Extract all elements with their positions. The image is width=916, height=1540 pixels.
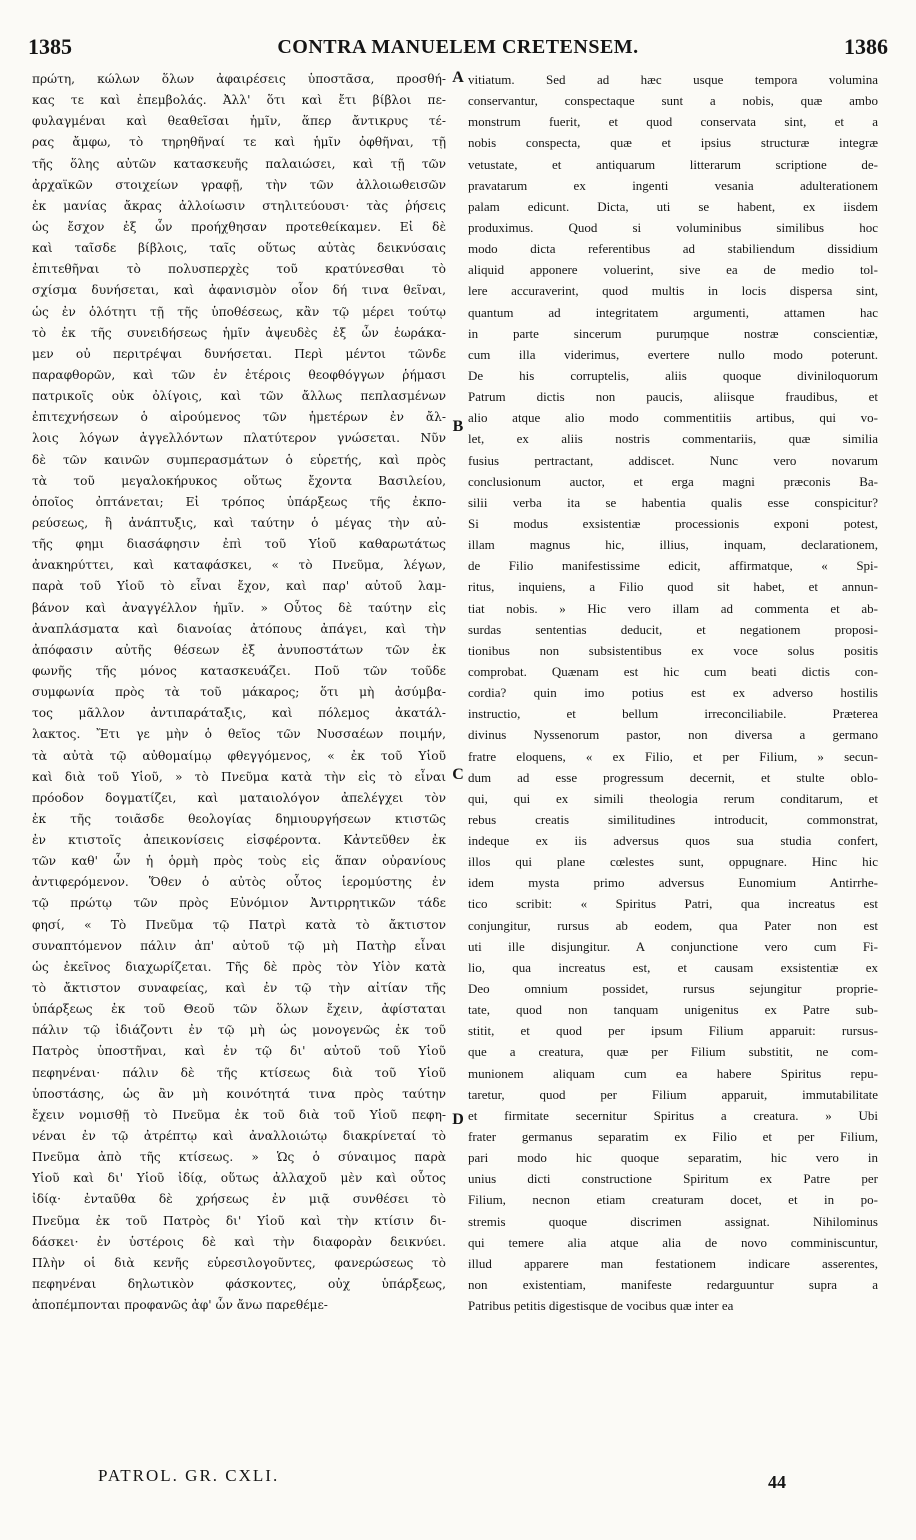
running-header [28,34,888,66]
latin-text-line: illos qui plane cœlestes sunt, oppugnare. Hinc hic [468,854,878,870]
latin-text-line: lio, qua increatus est, et causam exsistentiæ ex [468,959,878,975]
greek-text-line: ἰδίᾳ· ἐνταῦθα δὲ χρήσεως ἐν μιᾷ συνθέσει τὸ [32,1192,446,1207]
greek-text-line: ἔχειν νομισθῇ τὸ Πνεῦμα ἐκ τοῦ διὰ τοῦ Υἱοῦ πεφη- [32,1107,446,1122]
latin-text-column [468,69,878,1454]
greek-text-line: Πνεῦμα ἀπὸ τῆς κτίσεως. » Ὡς ὁ σύναιμος παρὰ [32,1150,446,1165]
latin-text-line: De his corruptelis, aliis quoque diviniloquorum [468,367,878,383]
greek-text-line: πάλιν τῷ ἰδιάζοντι ἐν τῷ μὴ ὡς μονογενῶς ἐκ τοῦ [32,1023,446,1038]
greek-text-line: Υἱοῦ καὶ δι' Υἱοῦ ἰδίᾳ, οὕτως ἀλλαχοῦ μὲν καὶ οὗτος [32,1171,446,1186]
latin-text-line: instructio, et bellum irreconciliabile. Præterea [468,706,878,722]
greek-text-line: ρας ἄμφω, τὸ τηρηθῆναί τε καὶ ἡμῖν ὀφθῆναι, τῇ [32,135,446,150]
greek-text-line: ἐκ μανίας ἄκρας ἀλλοίωσιν στηλιτεύουσι· τὰς ῥήσεις [32,198,446,213]
greek-text-line: τῶν καθ' ὧν ἡ ὁρμὴ πρὸς τοὺς εἰς ἅπαν οὐρανίους [32,854,446,869]
latin-text-line: tionibus non subsistentibus ex voce solus positis [468,642,878,658]
greek-text-line: πεφηνέναι δηλωτικὸν φάσκοντες, οὐχ ὑπάρξεως, [32,1277,446,1292]
greek-text-line: ἀποπέμπονται προφανῶς ἀφ' ὧν ἄνω παρεθέμε- [32,1298,328,1313]
latin-text-line: lere accuraverint, quod multis in locis dispersa sint, [468,283,878,299]
latin-text-line: quantum ad integritatem argumenti, attamen hac [468,304,878,320]
greek-text-line: φυλαγμέναι καὶ θεαθεῖσαι ἡμῖν, ἅπερ ἄντικρυς τέ- [32,114,446,129]
latin-text-line: que a creatura, quæ per Filium substitit, ne com- [468,1044,878,1060]
latin-text-line: cordia? quin imo potius est ex adverso hostilis [468,685,878,701]
latin-text-line: frater germanus separatim ex Filio et per Filium, [468,1129,878,1145]
greek-text-line: φωνῆς τῆς μόνος κατασκευάζει. Ποῦ τῶν τοῦδε [32,663,446,678]
greek-text-line: ὡς ἐκεῖνος διαχωρίζεται. Τῆς δὲ πρὸς τὸν Υἱὸν κατὰ [32,959,446,974]
greek-text-line: ἀντιφερόμενον. Ὅθεν ὁ αὐτὸς οὗτος ἱερομύστης ἐν [32,875,446,890]
page-number-right: 1386 [844,34,888,59]
greek-text-line: ἀνακηρύττει, καὶ καταφάσκει, « τὸ Πνεῦμα, λέγων, [32,558,446,573]
latin-text-line: illam magnus hic, illius, inquam, declarationem, [468,537,878,553]
greek-text-line: καὶ διὰ τοῦ Υἱοῦ, » τὸ Πνεῦμα κατὰ τὴν εἰς τὸ εἶναι [32,769,446,784]
latin-text-line: monstrum fuerit, et quod conservata sint, et a [468,114,878,130]
greek-text-line: παραφθορῶν, καὶ τῶν ἐν ἑτέροις θεοφθόγγων ῥήμασι [32,367,446,382]
latin-text-line: idem mysta primo adversus Eunomium Antirrhe- [468,875,878,891]
latin-text-line: palam edicunt. Dicta, uti se habent, ex iisdem [468,198,878,214]
latin-text-line: let, ex aliis nostris commentariis, quæ similia [468,431,878,447]
latin-text-line: surdas sententias deducit, et negationem proposi- [468,621,878,637]
latin-text-line: et firmitate secernitur Spiritus a creatura. » Ubi [468,1107,878,1123]
greek-text-line: δάσκει· ἐν ὑστέροις δὲ καὶ τὴν διαφορὰν δεικνύει. [32,1234,446,1249]
greek-text-line: τῆς φημι διασάφησιν ἐπὶ τοῦ Υἱοῦ καθαρωτάτως [32,537,446,552]
section-marker-a: A [452,69,464,86]
greek-text-line: ἐπιτεχνήσεων ὁ αἱρούμενος τῶν ἡμετέρων ἐν ἄλ- [32,410,446,425]
greek-text-line: ἐπιτεθῆναι τὸ πολυσπερχὲς τοῦ κρατύνεσθαι τὸ [32,262,446,277]
latin-text-line: unius dicti constructione Spiritum ex Patre per [468,1171,878,1187]
greek-text-line: ὑπάρξεως ἐκ τοῦ Θεοῦ τῶν ὅλων ἔχειν, ἀφίσταται [32,1002,446,1017]
latin-text-line: Si modus exsistentiæ processionis exponi potest, [468,515,878,531]
greek-text-line: πρώτη, κώλων ὅλων ἀφαιρέσεις ὑποστᾶσα, προσθή- [32,72,446,86]
latin-text-line: pari modo hic quoque separatim, hic vero in [468,1150,878,1166]
latin-text-line: Filium, necnon etiam creaturam docet, et in po- [468,1192,878,1208]
latin-text-line: fusius pertractant, addiscet. Nunc vero novarum [468,452,878,468]
latin-text-line: tate, quod non tanquam unigenitus ex Patre sub- [468,1002,878,1018]
greek-text-line: τὸ ἄκτιστον συναφείας, καὶ ἐν τῷ τὴν αἰτίαν τῆς [32,981,446,996]
greek-text-line: νέναι ἐν τῷ ἀτρέπτῳ καὶ ἀναλλοιώτῳ διακρίνεταί τὸ [32,1129,446,1144]
latin-text-line: Patrum dictis non paucis, aliisque fraudibus, et [468,389,878,405]
latin-text-line: produximus. Quod si voluminibus similibus hoc [468,219,878,235]
greek-text-line: τὰ αὐτὰ τῷ αὐθομαίμῳ φθεγγόμενος, « ἐκ τοῦ Υἱοῦ [32,748,446,763]
footer-volume-signature: PATROL. GR. CXLI. [98,1466,280,1485]
greek-text-line: παρὰ τοῦ Υἱοῦ τὸ εἶναι ἔχον, καὶ παρ' αὐτοῦ λαμ- [32,579,446,594]
greek-text-line: σχίσμα δυνήσεται, καὶ ἀφανισμὸν οἷον δή τινα θεῖναι, [32,283,446,298]
latin-text-line: indeque ex iis adversus quos sua studia confert, [468,833,878,849]
greek-text-line: καὶ ταῖσδε βίβλοις, ταῖς οὕτως αὐτὰς δεικνύσαις [32,241,446,256]
greek-text-line: ρεύσεως, ἢ ἀνάπτυξις, καὶ ταύτην ὁ μέγας τὴν αὐ- [32,515,446,530]
greek-text-line: λοις λόγων ἀγγελλόντων πλατύτερον γνώσεται. Νῦν [32,431,446,446]
latin-text-line: stremis quoque discrimen assignat. Nihilominus [468,1213,878,1229]
greek-text-line: συμφωνία πρὸς τὰ τοῦ μάκαρος; ὅτι μὴ ἀσύμβα- [32,685,446,700]
greek-text-line: συναπτόμενον πάλιν ἀπ' αὐτοῦ τῷ μὴ Πατὴρ εἶναι [32,938,446,953]
greek-text-line: τος μᾶλλον ἀντιπαράταξις, καὶ πόλεμος ἀκατάλ- [32,706,446,721]
latin-text-line: qui temere alia atque alia de novo comminiscuntur, [468,1234,878,1250]
greek-text-line: ἀναπλάσματα καὶ διανοίας ἀτόπους ἀπάγει, καὶ τὴν [32,621,446,636]
greek-text-line: πεφηνέναι· πάλιν δὲ τῆς κτίσεως διὰ τοῦ Υἱοῦ [32,1065,446,1080]
greek-text-line: τὸ ἐκ τῆς συνειδήσεως ἡμῖν ἀψευδὲς ἐξ ὧν ἑωράκα- [32,325,446,340]
section-marker-c: C [452,766,464,783]
greek-text-line: βάνον καὶ ἀναγγέλλον ἡμῖν. » Οὗτος δὲ ταύτην εἰς [32,600,446,615]
latin-text-line: taretur, quod per Filium apparuit, immutabilitate [468,1086,878,1102]
latin-text-line: nobis conspecta, quæ et ipsius structuræ integræ [468,135,878,151]
latin-text-line: aliquid apponere voluerint, sive ea de medio tol- [468,262,878,278]
greek-text-line: ἐκ τῆς τοιᾶσδε θεολογίας δημιουργήσεων κτιστῶς [32,811,446,826]
greek-text-line: ὡς ἔσχον ἐξ ὧν προήχθησαν προτεθείκαμεν. Εἰ δὲ [32,219,446,234]
greek-text-line: μεν οὐ περιτρέψαι δυνήσεται. Περὶ μέντοι τῶνδε [32,346,446,361]
latin-text-line: in parte sincerum puruṃque nostræ conscientiæ, [468,325,878,341]
greek-text-line: ὡς ἐν ὁλότητι τῇ τῆς ὑποθέσεως, κἂν τῷ μέρει τούτῳ [32,304,446,319]
latin-text-line: conclusionum auctor, et erga magni præconis Ba- [468,473,878,489]
latin-text-line: non existentiam, manifeste redarguuntur supra a [468,1277,878,1293]
latin-text-line: munionem aliquam cum ea habere Spiritus repu- [468,1065,878,1081]
greek-text-line: πρόοδον δογματίζει, καὶ ματαιολόγον ἀπελέγχει τὸν [32,790,446,805]
greek-text-line: τῷ πρώτῳ τῶν πρὸς Εὐνόμιον Ἀντιρρητικῶν τάδε [32,896,446,911]
greek-text-line: φησί, « Τὸ Πνεῦμα τῷ Πατρὶ κατὰ τὸ ἄκτιστον [32,917,446,932]
latin-text-line: tico scribit: « Spiritus Patri, qua increatus est [468,896,878,912]
greek-text-line: ὑποστάσης, ὡς ἂν μὴ κοινότητά τινα πρὸς ταύτην [32,1086,446,1101]
running-title: CONTRA MANUELEM CRETENSEM. [277,36,639,58]
latin-text-line: tiat nobis. » Hic vero illam ad commenta et ab- [468,600,878,616]
section-marker-d: D [452,1111,464,1128]
greek-text-line: Πνεῦμα ἐκ τοῦ Πατρὸς δι' Υἱοῦ καὶ τὴν κτίσιν δι- [32,1213,446,1228]
greek-text-line: ἀπόφασιν αὐτῆς θέσεων ἐξ ἀνυποστάτων τῶν ἐκ [32,642,446,657]
latin-text-line: cum illa viderimus, evertere nullo modo poterunt. [468,346,878,362]
latin-text-line: ritus, inquiens, a Filio quod sit habet, et annun- [468,579,878,595]
greek-text-line: πατρικοῖς οὐκ ὀλίγοις, καὶ τῶν ἄλλως πεπλασμένων [32,389,446,404]
greek-text-line: ἐν κτιστοῖς ἀπεικονίσεις εἰσφέροντα. Κἀντεῦθεν ἐκ [32,833,446,848]
latin-text-line: conjungitur, rursus ab eodem, qua Pater non est [468,917,878,933]
greek-text-line: ὁποῖος ὀπτάνεται; Εἰ τρόπος ὑπάρξεως τῆς ἐκπο- [32,494,446,509]
latin-text-line: fratre eloquens, « ex Filio, et per Filium, » secun- [468,748,878,764]
greek-text-line: κας τε καὶ ἐπεμβολάς. Ἀλλ' ὅτι καὶ ἔτι βίβλοι πε- [32,93,446,108]
footer-sheet-number: 44 [768,1472,786,1492]
latin-text-line: alio atque alio modo commentitiis artibus, qui vo- [468,410,878,426]
greek-text-line: Πατρὸς ὑποστῆναι, καὶ ἐν τῷ δι' αὐτοῦ τοῦ Υἱοῦ [32,1044,446,1059]
greek-text-line: ἀρχαϊκῶν στοιχείων γραφῇ, τὴν τῶν ἀλλοιωθεισῶν [32,177,446,192]
latin-text-line: illud apparere man festationem indicare asserentes, [468,1255,878,1271]
greek-text-line: Πλὴν οἱ διὰ κενῆς εὑρεσιλογοῦντες, φανερώσεως τὸ [32,1255,446,1270]
greek-text-line: λακτος. Ἔτι γε μὴν ὁ θεῖος τῶν Νυσσαέων ποιμήν, [32,727,446,742]
latin-text-line: conservantur, conspectaque sunt a nobis, quæ ambo [468,93,878,109]
latin-text-line: pravatarum ex ingenti vesania adulterationem [468,177,878,193]
latin-text-line: vetustate, et antiquarum litterarum scriptione de- [468,156,878,172]
latin-text-line: stitit, et quod per ipsum Filium apparuit: rursus- [468,1023,878,1039]
greek-text-column [32,69,446,1454]
latin-text-line: rebus creatis similitudines introducit, commonstrat, [468,811,878,827]
latin-text-line: silii verba ita se habentia qualis esse conspicitur? [468,494,878,510]
page-number-left: 1385 [28,34,72,59]
latin-text-line: uti ille disjungitur. A conjunctione vero cum Fi- [468,938,878,954]
latin-text-line: vitiatum. Sed ad hæc usque tempora volumina [468,72,878,87]
latin-text-line: modo dicta referentibus ad stabiliendum dissidium [468,241,878,257]
greek-text-line: τὰ τοῦ μεγαλοκήρυκος οὕτως ἔχοντα Βασιλείου, [32,473,446,488]
section-marker-b: B [452,418,464,435]
latin-text-line: divinus Nyssenorum pastor, non diversa a germano [468,727,878,743]
greek-text-line: δὲ τῶν καινῶν συμπερασμάτων ὁ εὑρετής, καὶ πρὸς [32,452,446,467]
latin-text-line: de Filio manifestissime edicit, affirmatque, « Spi- [468,558,878,574]
latin-text-line: Patribus petitis digestisque de vocibus quæ inter ea [468,1298,734,1314]
greek-text-line: τῆς ὅλης αὐτῶν κατασκευῆς παλαιώσει, καὶ τῇ τῶν [32,156,446,171]
latin-text-line: qui, qui ex simili theologia rerum conditarum, et [468,790,878,806]
latin-text-line: comprobat. Quænam est hic cum beati dictis con- [468,663,878,679]
latin-text-line: dum ad esse progressum decernit, et stulte oblo- [468,769,878,785]
latin-text-line: Deo omnium possidet, rursus sejungitur proprie- [468,981,878,997]
